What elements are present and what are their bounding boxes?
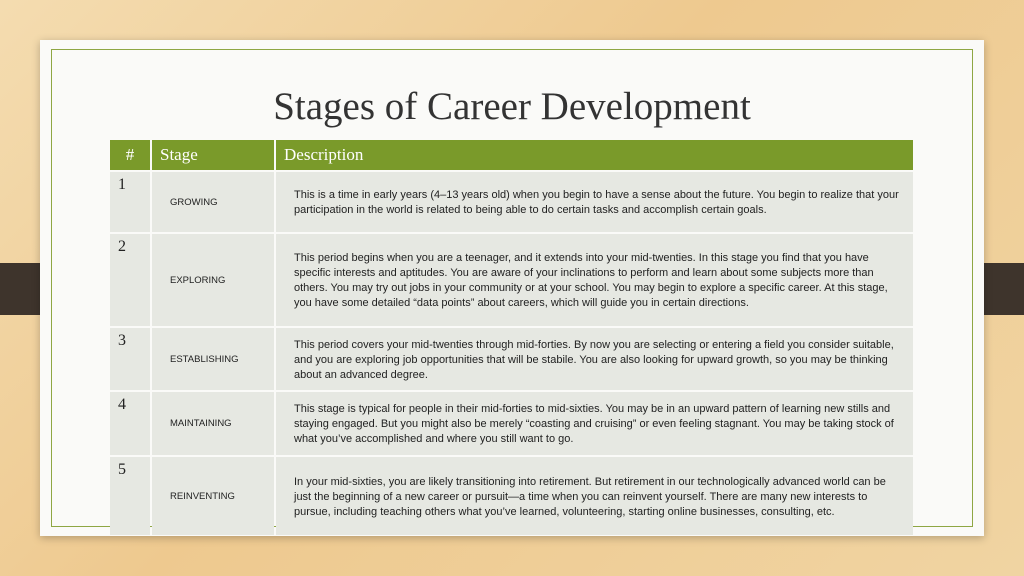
row-number: 3 — [110, 328, 150, 390]
career-stages-table — [108, 138, 915, 537]
table-header-row — [110, 140, 913, 170]
row-number: 2 — [110, 234, 150, 326]
header-description: Description — [276, 140, 913, 170]
row-description: This stage is typical for people in their mid-forties to mid-sixties. You may be in an upward pattern of learning new stills and staying engaged. But you might also be merely “coasting and cruising” or even feeling stagnant. You may be taking stock of what you’ve accomplished and where you still want to go. — [276, 392, 913, 455]
row-number: 5 — [110, 457, 150, 535]
table-row — [110, 172, 913, 232]
row-stage: MAINTAINING — [152, 392, 274, 455]
row-description: In your mid-sixties, you are likely transitioning into retirement. But retirement in our technologically advanced world can be just the beginning of a new career or pursuit—a time when you can reinvent yourself. There are many new interests to pursue, including teaching others what you’ve learned, volunteering, starting online businesses, consulting, etc. — [276, 457, 913, 535]
row-number: 1 — [110, 172, 150, 232]
row-description: This period covers your mid-twenties through mid-forties. By now you are selecting or entering a field you consider suitable, and you are exploring job opportunities that will be stabile. You are also looking for upward growth, so you may be thinking about an advanced degree. — [276, 328, 913, 390]
table-row — [110, 328, 913, 390]
row-description: This period begins when you are a teenager, and it extends into your mid-twenties. In this stage you find that you have specific interests and aptitudes. You are aware of your inclinations to perform and learn about some subjects more than others. You may try out jobs in your community or at your school. You may begin to explore a specific career. At this stage, you have some detailed “data points” about careers, which will guide you in certain directions. — [276, 234, 913, 326]
row-stage: ESTABLISHING — [152, 328, 274, 390]
row-stage: EXPLORING — [152, 234, 274, 326]
row-description: This is a time in early years (4–13 years old) when you begin to have a sense about the future. You begin to realize that your participation in the world is related to being able to do certain tasks and accomplish certain goals. — [276, 172, 913, 232]
row-stage: GROWING — [152, 172, 274, 232]
header-number: # — [110, 140, 150, 170]
row-number: 4 — [110, 392, 150, 455]
table-row — [110, 392, 913, 455]
table-row — [110, 457, 913, 535]
page-title: Stages of Career Development — [273, 85, 751, 128]
row-stage: REINVENTING — [152, 457, 274, 535]
table-row — [110, 234, 913, 326]
header-stage: Stage — [152, 140, 274, 170]
